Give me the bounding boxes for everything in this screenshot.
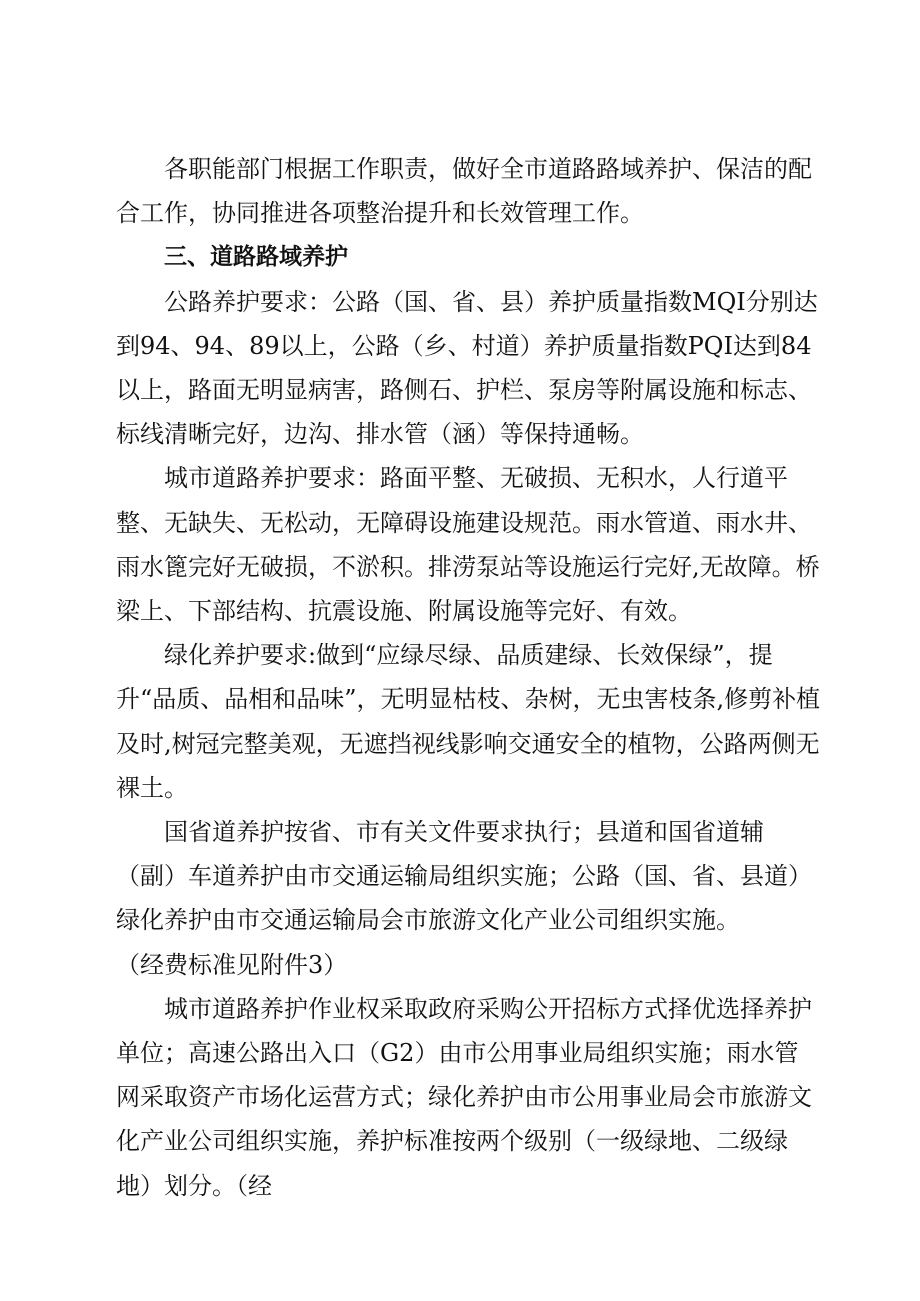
- section-heading-road-maintenance: 三、道路路域养护: [164, 244, 348, 271]
- document-body: [116, 147, 822, 1208]
- paragraph-coordination: 各职能部门根据工作职责，做好全市道路路域养护、保洁的配合工作，协同推进各项整治提升和长效管理工作。: [116, 155, 812, 228]
- paragraph-greening-requirements: 绿化养护要求:做到“应绿尽绿、品质建绿、长效保绿”，提升“品质、品相和品味”，无明显枯枝、杂树，无虫害枝条,修剪补植及时,树冠完整美观，无遮挡视线影响交通安全的植物，公路两侧无裸土。: [116, 641, 821, 802]
- paragraph-funding-note: （经费标准见附件3）: [116, 950, 348, 979]
- paragraph-urban-road-contracting: 城市道路养护作业权采取政府采购公开招标方式择优选择养护单位；高速公路出入口（G2）由市公用事业局组织实施；雨水管网采取资产市场化运营方式；绿化养护由市公用事业局会市旅游文化产业公司组织实施，养护标准按两个级别（一级绿地、二级绿地）划分。（经: [116, 994, 812, 1200]
- paragraph-highway-requirements: 公路养护要求：公路（国、省、县）养护质量指数MQI分别达到94、94、89以上，公路（乡、村道）养护质量指数PQI达到84以上，路面无明显病害，路侧石、护栏、泵房等附属设施和标志、标线清晰完好，边沟、排水管（涵）等保持通畅。: [116, 287, 818, 449]
- paragraph-urban-road-requirements: 城市道路养护要求：路面平整、无破损、无积水，人行道平整、无缺失、无松动，无障碍设施建设规范。雨水管道、雨水井、雨水篦完好无破损，不淤积。排涝泵站等设施运行完好,无故障。桥梁上、下部结构、抗震设施、附属设施等完好、有效。: [116, 464, 820, 626]
- paragraph-national-provincial-roads: 国省道养护按省、市有关文件要求执行；县道和国省道辅（副）车道养护由市交通运输局组织实施；公路（国、省、县道）绿化养护由市交通运输局会市旅游文化产业公司组织实施。: [116, 818, 812, 935]
